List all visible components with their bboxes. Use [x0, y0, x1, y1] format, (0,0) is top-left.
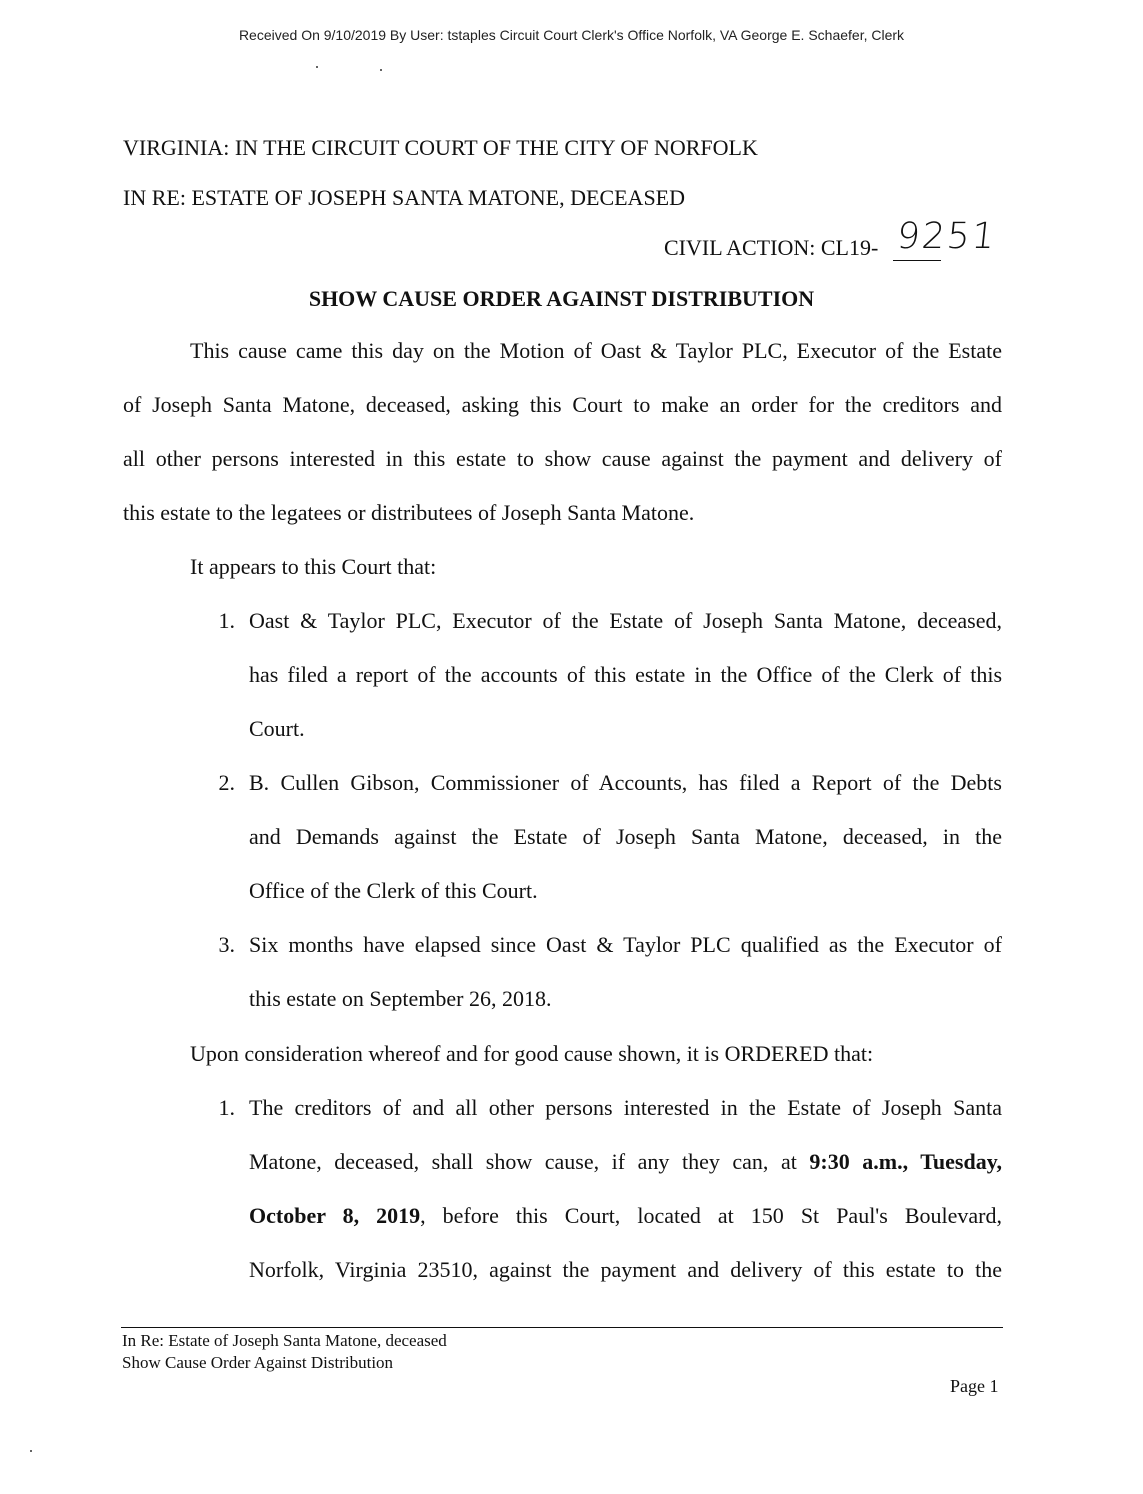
finding-line: and Demands against the Estate of Joseph Santa Matone, deceased, in the [249, 824, 1002, 849]
intro-line: This cause came this day on the Motion of Oast & Taylor PLC, Executor of the Estate [190, 338, 1002, 363]
finding-line: has filed a report of the accounts of this estate in the Office of the Clerk of this [249, 662, 1002, 687]
footer-rule [121, 1327, 1003, 1328]
finding-line: this estate on September 26, 2018. [249, 986, 552, 1011]
order-line-text: , before this Court, located at 150 St Paul's Boulevard, [420, 1203, 1002, 1228]
finding-number: 3. [218, 932, 235, 957]
footer-case-line: In Re: Estate of Joseph Santa Matone, deceased [122, 1331, 447, 1350]
hearing-date: October 8, 2019 [249, 1203, 421, 1228]
footer-doc-title: Show Cause Order Against Distribution [122, 1353, 394, 1372]
case-number-underline [893, 260, 941, 261]
order-title: SHOW CAUSE ORDER AGAINST DISTRIBUTION [308, 286, 815, 311]
hearing-time: 9:30 a.m., Tuesday, [809, 1149, 1002, 1174]
page-number: Page 1 [950, 1376, 999, 1396]
order-line-text: Matone, deceased, shall show cause, if any they can, at [249, 1149, 810, 1174]
intro-line: this estate to the legatees or distributees of Joseph Santa Matone. [123, 500, 695, 525]
order-line [249, 1150, 1002, 1174]
appears-heading: It appears to this Court that: [190, 554, 437, 579]
intro-line: of Joseph Santa Matone, deceased, asking this Court to make an order for the creditors and [123, 392, 1002, 417]
finding-number: 1. [218, 608, 235, 633]
finding-line: Six months have elapsed since Oast & Taylor PLC qualified as the Executor of [249, 932, 1002, 957]
finding-line: Court. [249, 716, 305, 741]
scan-speck [30, 1450, 32, 1452]
order-line [249, 1204, 1002, 1228]
scan-speck [316, 66, 318, 68]
clerk-received-stamp: Received On 9/10/2019 By User: tstaples Circuit Court Clerk's Office Norfolk, VA George E. Schaefer, Clerk [238, 27, 905, 43]
court-caption: VIRGINIA: IN THE CIRCUIT COURT OF THE CITY OF NORFOLK [123, 135, 758, 160]
finding-line: Office of the Clerk of this Court. [249, 878, 538, 903]
finding-line: B. Cullen Gibson, Commissioner of Accounts, has filed a Report of the Debts [249, 770, 1002, 795]
order-number: 1. [218, 1095, 235, 1120]
civil-action-label: CIVIL ACTION: CL19- [664, 235, 879, 260]
order-line: Norfolk, Virginia 23510, against the payment and delivery of this estate to the [249, 1257, 1002, 1282]
scan-speck [380, 69, 382, 71]
ordered-heading: Upon consideration whereof and for good cause shown, it is ORDERED that: [190, 1041, 874, 1066]
handwritten-case-number: 9251 [894, 216, 999, 257]
finding-line: Oast & Taylor PLC, Executor of the Estate of Joseph Santa Matone, deceased, [249, 608, 1002, 633]
finding-number: 2. [218, 770, 235, 795]
order-line: The creditors of and all other persons interested in the Estate of Joseph Santa [249, 1095, 1002, 1120]
intro-line: all other persons interested in this estate to show cause against the payment and delivery of [123, 446, 1002, 471]
in-re-caption: IN RE: ESTATE OF JOSEPH SANTA MATONE, DECEASED [123, 185, 685, 210]
